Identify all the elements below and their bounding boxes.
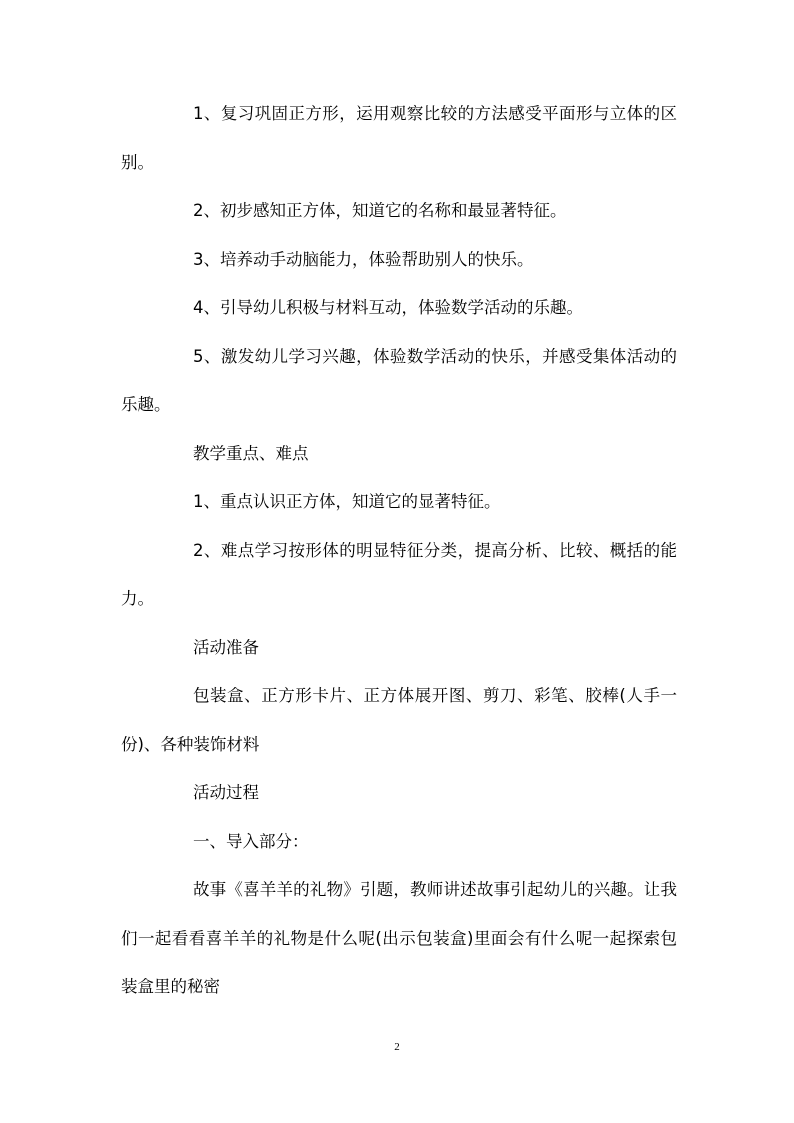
heading-preparation: 活动准备 [193,637,259,657]
heading-process: 活动过程 [193,783,259,802]
page-number: 2 [394,1041,400,1053]
paragraph-objective-4: 4、引导幼儿积极与材料互动，体验数学活动的乐趣。 [193,298,583,317]
paragraph-materials: 包装盒、正方形卡片、正方体展开图、剪刀、彩笔、胶棒(人手一份)、各种装饰材料 [121,686,677,754]
paragraph-objective-2: 2、初步感知正方体，知道它的名称和最显著特征。 [193,201,567,220]
paragraph-objective-1: 1、复习巩固正方形，运用观察比较的方法感受平面形与立体的区别。 [121,104,677,172]
document-body [121,90,677,1012]
paragraph-story-intro: 故事《喜羊羊的礼物》引题，教师讲述故事引起幼儿的兴趣。让我们一起看看喜羊羊的礼物是什么呢(出示包装盒)里面会有什么呢一起探索包装盒里的秘密 [121,880,677,996]
heading-key-points: 教学重点、难点 [193,443,309,463]
paragraph-objective-3: 3、培养动手动脑能力，体验帮助别人的快乐。 [193,249,534,269]
paragraph-key-point-1: 1、重点认识正方体，知道它的显著特征。 [193,492,501,511]
paragraph-objective-5: 5、激发幼儿学习兴趣，体验数学活动的快乐，并感受集体活动的乐趣。 [121,346,677,414]
paragraph-key-point-2: 2、难点学习按形体的明显特征分类，提高分析、比较、概括的能力。 [121,540,677,608]
heading-introduction: 一、导入部分： [193,831,309,851]
